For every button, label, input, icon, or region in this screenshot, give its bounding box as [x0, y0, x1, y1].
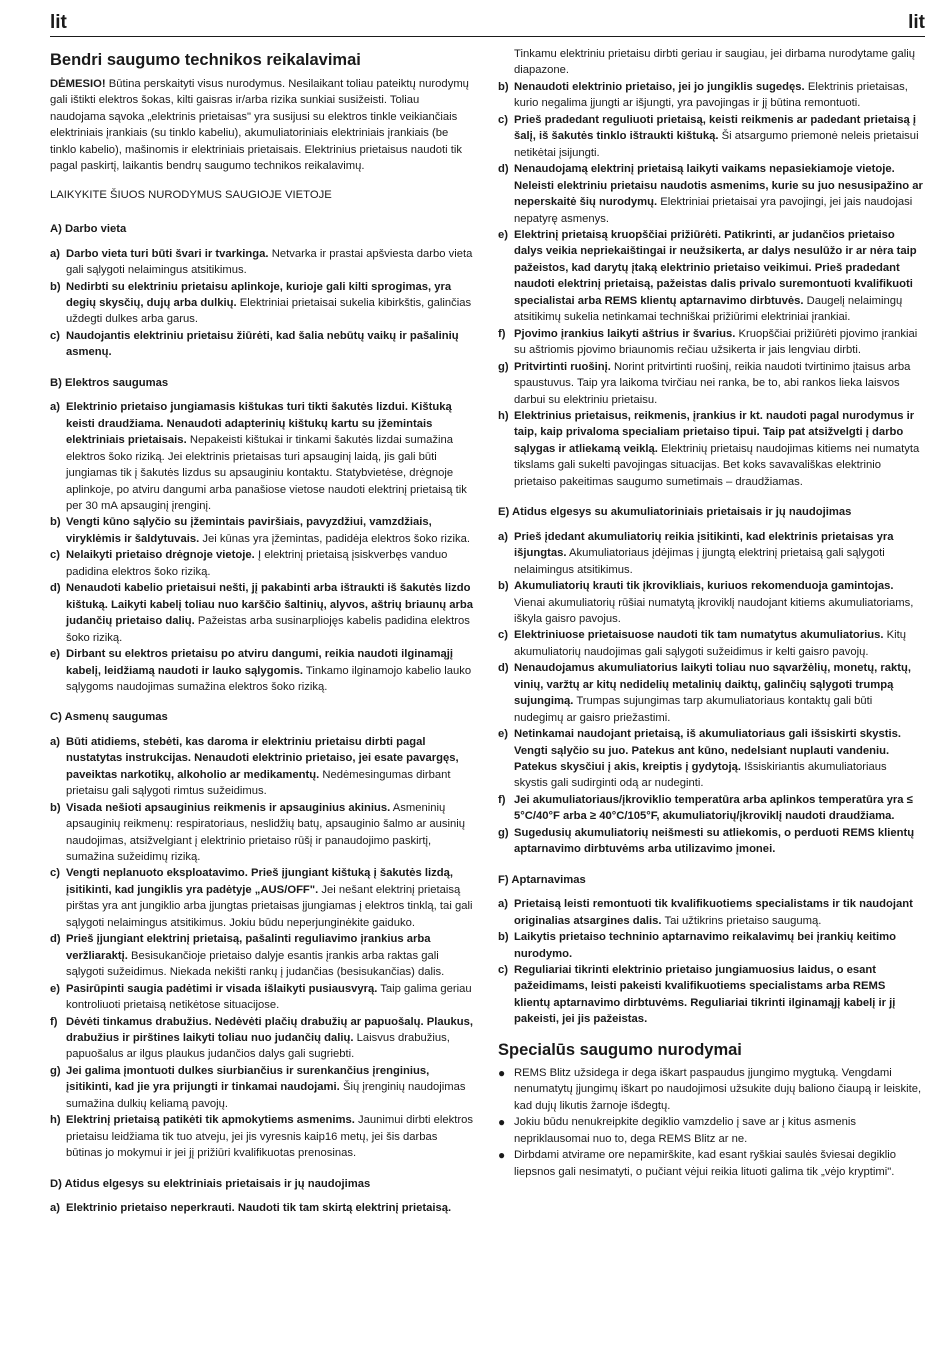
list-item — [498, 825, 923, 858]
item-label: b) — [50, 801, 61, 814]
item-bold-text: Jei galima įmontuoti dulkes siurbiančius ir surenkančius įrenginius, įsitikinti, kad jie yra prijungti ir tinkamai naudojami. — [66, 1064, 430, 1094]
item-text — [66, 279, 475, 328]
item-bold-text: Elektrinį prietaisą patikėti tik apmokytiems asmenims. — [66, 1114, 355, 1127]
item-body-text: Nepakeisti kištukai ir tinkami šakutės lizdai sumažina elektros šoko riziką. Jei elektrinis prietaisas turi apsauginį laidą, jis gali būti jungiamas tik į šakutės lizdus su apsauginiu kontaktu. Statybvietėse, drėgnoje aplinkoje, po atviru dangumi arba panašiose vietose naudoti elektrinį prietaisą tik per 30 mA apsauginį įrenginį. — [66, 434, 467, 512]
list-item — [50, 1063, 475, 1112]
item-label: f) — [498, 327, 506, 340]
item-label: h) — [498, 409, 509, 422]
item-label: a) — [498, 530, 509, 543]
item-label: c) — [50, 867, 61, 880]
list-item — [50, 865, 475, 931]
item-body-text: Norint pritvirtinti ruošinį, reikia naudoti tvirtinimo įtaisus arba spaustuvus. Taip yra laikoma tvirčiau nei ranka, be to, abi rankos lieka laisvos darbui su elektriniu prietaisu. — [514, 360, 911, 406]
item-text — [514, 962, 923, 1028]
list-item — [498, 112, 923, 161]
item-bold-text: Dirbant su elektros prietaisu po atviru dangumi, reikia naudoti ilginamąjį kabelį, leidžiamą naudoti ir lauko sąlygomis. — [66, 648, 453, 677]
item-label: b) — [498, 80, 509, 93]
item-label: e) — [498, 228, 509, 241]
warning-text: Būtina perskaityti visus nurodymus. Nesilaikant toliau pateiktų nurodymų gali ištikti elektros šokas, kilti gaisras ir/arba rizika sunkiai susižeisti. Toliau naudojama sąvoka „elektrinis prietaisas" yra susijusi su elektros tinkle veikiančiais elektriniais įrankiais (su tinklo kabeliu), akumuliatoriniais elektriniais įrankiais (be tinklo kabelio), mašinomis ir elektriniais prietaisais. Elektrinius prietaisus naudoti tik pagal paskirtį, laikantis bendrų saugumo technikos reikalavimų. — [50, 78, 469, 173]
section-heading: C) Asmenų saugumas — [50, 711, 168, 724]
item-bold-text: Visada nešioti apsauginius reikmenis ir apsauginius akinius. — [66, 801, 391, 814]
list-item — [498, 578, 923, 627]
list-item — [50, 1014, 475, 1063]
section-items — [50, 399, 475, 695]
item-text — [514, 112, 923, 161]
item-text — [66, 328, 475, 361]
item-bold-text: Pasirūpinti saugia padėtimi ir visada išlaikyti pusiausvyrą. — [66, 982, 378, 995]
section-items — [50, 734, 475, 1162]
item-bold-text: Prieš įjungiant elektrinį prietaisą, pašalinti reguliavimo įrankius arba veržliaraktį. — [66, 933, 431, 962]
item-text — [66, 1112, 475, 1161]
item-label: c) — [50, 329, 61, 342]
item-label: b) — [50, 516, 61, 529]
item-bold-text: Elektriniuose prietaisuose naudoti tik tam numatytus akumuliatorius. — [514, 629, 884, 642]
item-text — [514, 660, 923, 726]
bullet-icon: ● — [498, 1148, 506, 1163]
item-label: a) — [498, 898, 509, 911]
special-safety-title: Specialūs saugumo nurodymai — [498, 1040, 742, 1059]
item-label: c) — [50, 549, 61, 562]
item-bold-text: Nenaudojamus akumuliatorius laikyti toliau nuo sąvaržėlių, monetų, raktų, vinių, varžtų ar kitų nedidelių metalinių daiktų, galinčių sąlygoti trumpą sujungimą. — [514, 662, 911, 708]
item-bold-text: Elektrinius prietaisus, reikmenis, įrankius ir kt. naudoti pagal nurodymus ir taip, kaip privaloma specialiam prietaiso tipui. Taip pat atsižvelgti į darbo sąlygas ir atliekamą veiklą. — [514, 409, 915, 455]
item-body-text: Kitų akumuliatorių naudojimas gali sąlygoti sužeidimus ir kelti gaisro pavojų. — [514, 629, 906, 658]
item-bold-text: Pritvirtinti ruošinį. — [514, 360, 611, 373]
list-item — [498, 79, 923, 112]
list-item — [498, 161, 923, 227]
item-text — [514, 79, 923, 112]
item-body-text: Tai užtikrins prietaiso saugumą. — [661, 914, 822, 927]
item-label: d) — [498, 662, 509, 675]
item-body-text: Elektriniai prietaisai sukelia kibirkštis, galinčias uždegti dulkes arba garus. — [66, 296, 472, 326]
special-safety-list — [498, 1065, 923, 1180]
item-bold-text: Jei akumuliatoriaus/įkroviklio temperatūra arba aplinkos temperatūra yra ≤ 5°C/40°F arba ≥ 40°C/105°F, akumuliatorių/įkroviklį naudoti draudžiama. — [514, 793, 913, 823]
item-body-text: Laisvus drabužius, papuošalus ar ilgus plaukus judančios dalys gali sugriebti. — [66, 1032, 450, 1061]
list-item — [498, 326, 923, 359]
right-column — [498, 46, 923, 1180]
item-label: b) — [498, 580, 509, 593]
item-text — [66, 1200, 475, 1216]
left-sections — [50, 221, 475, 1216]
item-text — [66, 580, 475, 646]
right-sections — [498, 504, 923, 1028]
list-item — [498, 962, 923, 1028]
item-bold-text: Sugedusių akumuliatorių neišmesti su atliekomis, o perduoti REMS klientų aptarnavimo dirbtuvėms arba utilizavimo įmonei. — [514, 826, 915, 856]
list-item — [498, 660, 923, 726]
item-body-text: Tinkamo ilginamojo kabelio lauko sąlygoms naudojimas sumažina elektros šoko riziką. — [66, 664, 472, 693]
item-label: f) — [50, 1015, 58, 1028]
section-heading: D) Atidus elgesys su elektriniais prietaisais ir jų naudojimas — [50, 1177, 371, 1190]
item-label: g) — [50, 1064, 61, 1077]
item-text — [514, 627, 923, 660]
list-item — [50, 1200, 475, 1216]
item-text — [514, 792, 923, 825]
section-d-continued — [498, 79, 923, 490]
item-bold-text: Nenaudoti kabelio prietaisui nešti, jį pakabinti arba ištraukti iš šakutės lizdo kištuką. Laikyti kabelį toliau nuo karščio šaltinių, alyvos, aštrių briaunų arba judančių prietaiso dalių. — [66, 582, 474, 628]
item-body-text: Nedėmesingumas dirbant prietaisu gali sąlygoti rimtus sužeidimus. — [66, 768, 451, 798]
section-items — [50, 246, 475, 361]
continuation-text: Tinkamu elektriniu prietaisu dirbti geriau ir saugiau, jei dirbama nurodytame galių diapazone. — [514, 48, 916, 77]
item-body-text: Jei kūnas yra įžemintas, padidėja elektros šoko rizika. — [199, 532, 470, 545]
item-text — [66, 399, 475, 514]
list-item — [498, 627, 923, 660]
bullet-text: REMS Blitz užsidega ir dega iškart paspaudus įjungimo mygtuką. Vengdami nenumatytų įjungimų iškart po naudojimosi užsukite dujų baliono čiaupą ir leiskite, kad dujų likutis žarnoje išdegtų. — [514, 1066, 922, 1112]
item-text — [66, 1063, 475, 1112]
item-text — [66, 734, 475, 800]
item-bold-text: Dėvėti tinkamus drabužius. Nedėvėti plačių drabužių ar papuošalų. Plaukus, drabužius ir pirštines laikyti toliau nuo judančių dalių. — [66, 1015, 473, 1045]
list-item — [498, 359, 923, 408]
item-text — [66, 246, 475, 279]
item-text — [514, 929, 923, 962]
list-item — [498, 726, 923, 792]
item-body-text: Pažeistas arba susinarpliojęs kabelis padidina elektros šoko riziką. — [66, 615, 470, 644]
item-label: d) — [50, 582, 61, 595]
item-text — [66, 646, 475, 695]
section-items — [50, 1200, 475, 1216]
section-items — [498, 896, 923, 1028]
item-text — [514, 359, 923, 408]
item-body-text: Besisukančioje prietaiso dalyje esantis įrankis arba raktas gali sąlygoti sužeidimus. Niekada nekišti rankų į judančias (besisukančias) dalis. — [66, 949, 445, 979]
item-bold-text: Naudojantis elektriniu prietaisu žiūrėti, kad šalia nebūtų vaikų ir pašalinių asmenų. — [66, 329, 459, 359]
list-item — [498, 529, 923, 578]
item-bold-text: Prieš įdedant akumuliatorių reikia įsitikinti, kad elektrinis prietaisas yra išjungtas. — [514, 530, 894, 560]
item-text — [514, 408, 923, 490]
item-text — [514, 578, 923, 627]
list-item — [50, 981, 475, 1014]
bullet-text: Dirbdami atvirame ore nepamirškite, kad esant ryškiai saulės šviesai degiklio liepsnos gali nesimatyti, o pučiant vėjui reikia lituoti galima tik „vėjo kryptimi". — [514, 1149, 897, 1178]
item-label: b) — [498, 931, 509, 944]
language-label-left: lit — [50, 12, 67, 33]
item-bold-text: Netinkamai naudojant prietaisą, iš akumuliatoriaus gali išsiskirti skystis. Vengti sąlyčio su juo. Patekus ant kūno, nedelsiant nuplauti vandeniu. Patekus skysčiui į akis, kreiptis į gydytoją. — [514, 728, 902, 774]
section-heading: A) Darbo vieta — [50, 223, 127, 236]
item-bold-text: Elektrinio prietaiso neperkrauti. Naudoti tik tam skirtą elektrinį prietaisą. — [66, 1202, 452, 1215]
item-label: e) — [498, 728, 509, 741]
section-heading: E) Atidus elgesys su akumuliatoriniais prietaisais ir jų naudojimas — [498, 506, 852, 519]
item-bold-text: Vengti neplanuoto eksploatavimo. Prieš įjungiant kištuką į šakutės lizdą, įsitikinti, kad jungiklis yra padėtyje „AUS/OFF". — [66, 867, 453, 896]
bullet-item — [498, 1114, 923, 1147]
item-text — [66, 981, 475, 1014]
item-label: g) — [498, 360, 509, 373]
item-bold-text: Pjovimo įrankius laikyti aštrius ir švarius. — [514, 327, 736, 340]
bullet-icon: ● — [498, 1065, 506, 1080]
item-label: a) — [50, 401, 61, 414]
item-body-text: Taip galima geriau kontroliuoti prietaisą netikėtose situacijose. — [66, 982, 472, 1012]
item-body-text: Akumuliatoriaus įdėjimas į įjungtą elektrinį prietaisą gali sąlygoti nelaimingus atsitikimus. — [514, 547, 885, 576]
list-item — [50, 1112, 475, 1161]
list-item — [50, 547, 475, 580]
list-item — [50, 800, 475, 866]
item-body-text: Ši atsargumo priemonė neleis prietaisui netikėtai įsijungti. — [514, 130, 919, 159]
item-body-text: Trumpas sujungimas tarp akumuliatoriaus kontaktų gali būti nudegimų ar gaisro priežastimi. — [514, 695, 873, 724]
warning-label: DĖMESIO! — [50, 78, 106, 90]
item-body-text: Elektrinių prietaisų naudojimas kitiems nei numatyta tikslams gali sukelti pavojingas situacijas. Bet koks savavališkas elektrinio prietaiso pakeitimas saugumo sumetimais – draudžiamas. — [514, 442, 920, 488]
list-item — [50, 328, 475, 361]
warning-paragraph — [50, 76, 475, 175]
list-item — [50, 399, 475, 514]
section-heading: F) Aptarnavimas — [498, 873, 586, 886]
item-label: f) — [498, 793, 506, 806]
item-text — [514, 896, 923, 929]
item-text — [514, 726, 923, 792]
item-label: g) — [498, 826, 509, 839]
bullet-item — [498, 1147, 923, 1180]
list-item — [50, 279, 475, 328]
item-body-text: Šių įrenginių naudojimas sumažina dulkių keliamą pavojų. — [66, 1081, 466, 1110]
item-bold-text: Nelaikyti prietaiso drėgnoje vietoje. — [66, 549, 255, 562]
item-bold-text: Prieš pradedant reguliuoti prietaisą, keisti reikmenis ar padedant prietaisą į šalį, iš šakutės tinklo ištraukti kištuką. — [514, 113, 917, 143]
left-column — [50, 46, 475, 1217]
item-label: a) — [50, 735, 61, 748]
item-bold-text: Nenaudoti elektrinio prietaiso, jei jo jungiklis sugedęs. — [514, 80, 805, 93]
item-bold-text: Vengti kūno sąlyčio su įžemintais paviršiais, pavyzdžiui, vamzdžiais, viryklėmis ir šaldytuvais. — [66, 516, 432, 545]
item-label: c) — [498, 629, 509, 642]
item-bold-text: Darbo vieta turi būti švari ir tvarkinga. — [66, 247, 269, 260]
section-items — [498, 529, 923, 858]
item-text — [514, 227, 923, 326]
item-body-text: Į elektrinį prietaisą įsiskverbęs vanduo padidina elektros šoko riziką. — [66, 549, 448, 578]
bullet-text: Jokiu būdu nenukreipkite degiklio vamzdelio į save ar į kitus asmenis nepriklausomai nuo to, dega REMS Blitz ar ne. — [514, 1116, 857, 1145]
item-bold-text: Elektrinį prietaisą kruopščiai prižiūrėti. Patikrinti, ar judančios prietaiso dalys veikia nepriekaištingai ir neužsikerta, ar dalys nesulūžo ir ar nėra taip pažeistos, kad darytų įtaką elektrinio prietaiso veikimui. Prieš pradedant naudoti elektrinį prietaisą, pažeistas dalis privalo suremontuoti kvalifikuoti specialistai arba REMS klientų aptarnavimo dirbtuvės. — [514, 228, 917, 307]
item-text — [514, 326, 923, 359]
list-item — [50, 931, 475, 980]
item-label: e) — [50, 648, 61, 661]
item-body-text: Daugelį nelaimingų atsitikimų sukelia netinkamai techniškai prižiūrimi elektriniai įrankiai. — [514, 294, 903, 324]
item-label: a) — [50, 247, 61, 260]
item-body-text: Jei nešant elektrinį prietaisą pirštas yra ant jungiklio arba įjungtas prietaisas įjungiamas į elektros tinklą, tai gali sąlygoti nelaimingus atsitikimus. Jokiu būdu neperjunginėkite gaiduko. — [66, 883, 473, 929]
list-item — [50, 580, 475, 646]
page-header — [50, 8, 925, 37]
item-bold-text: Prietaisą leisti remontuoti tik kvalifikuotiems specialistams ir tik naudojant originalias atsargines dalis. — [514, 898, 913, 927]
list-item — [498, 896, 923, 929]
item-text — [514, 529, 923, 578]
item-text — [66, 1014, 475, 1063]
list-item — [498, 929, 923, 962]
bullet-item — [498, 1065, 923, 1114]
section-heading: B) Elektros saugumas — [50, 376, 169, 389]
item-text — [66, 514, 475, 547]
item-bold-text: Reguliariai tikrinti elektrinio prietaiso jungiamuosius laidus, o esant pažeidimams, leisti pakeisti kvalifikuotiems specialistams arba REMS klientų aptarnavimo dirbtuvėms. Reguliariai tikrinti ilginamąjį kabelį ir jį pakeisti, jei jis pažeistas. — [514, 964, 896, 1026]
item-body-text: Netvarka ir prastai apšviesta darbo vieta gali sąlygoti nelaimingus atsitikimus. — [66, 247, 473, 277]
list-item — [50, 514, 475, 547]
item-text — [66, 547, 475, 580]
item-bold-text: Akumuliatorių krauti tik įkrovikliais, kuriuos rekomenduoja gamintojas. — [514, 580, 894, 593]
bullet-icon: ● — [498, 1115, 506, 1130]
item-bold-text: Laikytis prietaiso techninio aptarnavimo reikalavimų bei įrankių keitimo nurodymo. — [514, 931, 897, 960]
item-body-text: Asmeninių apsauginių reikmenų: respiratoriaus, neslidžių batų, apsauginio šalmo ar ausinių naudojimas, atsižvelgiant į elektrinio prietaiso rūšį ir panaudojimo paskirtį, sumažina sužeidimų riziką. — [66, 801, 465, 864]
item-label: d) — [498, 163, 509, 176]
item-label: c) — [498, 113, 509, 126]
item-label: h) — [50, 1114, 61, 1127]
list-item — [498, 792, 923, 825]
item-label: a) — [50, 1202, 61, 1215]
item-label: b) — [50, 280, 61, 293]
list-item — [50, 734, 475, 800]
item-label: d) — [50, 933, 61, 946]
item-bold-text: Nenaudojamą elektrinį prietaisą laikyti vaikams nepasiekiamoje vietoje. Neleisti elektriniu prietaisu naudotis asmenims, kurie su juo nesusipažino ar neperskaitė šių nurodymų. — [514, 163, 923, 209]
item-bold-text: Būti atidiems, stebėti, kas daroma ir elektriniu prietaisu dirbti pagal nustatytas instrukcijas. Nenaudoti elektrinio prietaiso, jei esate pavargęs, paveiktas narkotikų, alkoholio ar medikamentų. — [66, 735, 459, 781]
list-item — [50, 646, 475, 695]
keep-instructions-notice: LAIKYKITE ŠIUOS NURODYMUS SAUGIOJE VIETOJE — [50, 188, 332, 201]
item-text — [66, 931, 475, 980]
general-safety-title: Bendri saugumo technikos reikalavimai — [50, 51, 361, 69]
item-label: e) — [50, 982, 61, 995]
language-label-right: lit — [908, 12, 925, 33]
item-body-text: Vienai akumuliatorių rūšiai numatytą įkroviklį naudojant kitiems akumuliatoriams, iškyla gaisro pavojus. — [514, 596, 914, 625]
item-body-text: Kruopščiai prižiūrėti pjovimo įrankiai su aštriomis pjovimo briaunomis rečiau užsikerta ir jais lengviau dirbti. — [514, 327, 918, 357]
item-text — [514, 161, 923, 227]
item-body-text: Išsiskiriantis akumuliatoriaus skystis gali sudirginti odą ar nudeginti. — [514, 761, 887, 790]
item-body-text: Jaunimui dirbti elektros prietaisu leidžiama tik tuo atveju, jei jis vyresnis kaip16 metų, jei šis darbas būtinas jo mokymui ir jei jį prižiūri kvalifikuotas prenosinas. — [66, 1114, 474, 1160]
item-bold-text: Nedirbti su elektriniu prietaisu aplinkoje, kurioje gali kilti sprogimas, yra degių skysčių, dujų arba dulkių. — [66, 280, 452, 309]
item-body-text: Elektriniai prietaisai yra pavojingi, jei jais naudojasi nepatyrę asmenys. — [514, 196, 913, 225]
list-item — [498, 408, 923, 490]
list-item — [50, 246, 475, 279]
item-text — [66, 865, 475, 931]
item-bold-text: Elektrinio prietaiso jungiamasis kištukas turi tikti šakutės lizdui. Kištuką keisti draudžiama. Nenaudoti adapterinių kištukų kartu su įžemintais elektriniais prietaisais. — [66, 401, 452, 447]
item-text — [66, 800, 475, 866]
item-label: c) — [498, 964, 509, 977]
list-item — [498, 227, 923, 326]
item-text — [514, 825, 923, 858]
item-body-text: Elektrinis prietaisas, kurio negalima įjungti ar išjungti, yra pavojingas ir jį būtina remontuoti. — [514, 80, 908, 110]
